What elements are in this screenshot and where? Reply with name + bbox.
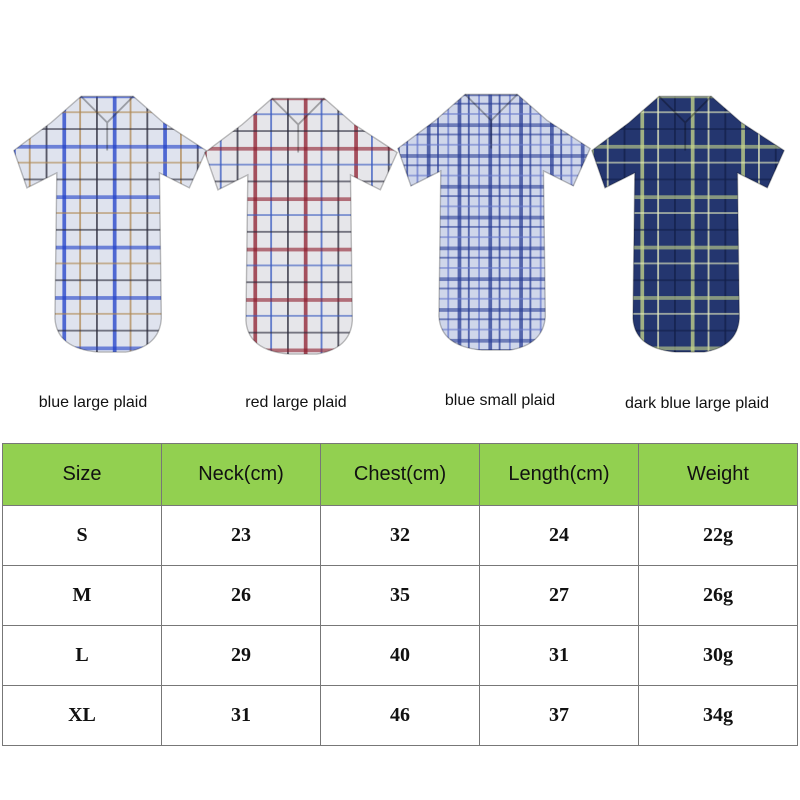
cell-weight: 26g xyxy=(639,566,798,626)
cell-weight: 30g xyxy=(639,626,798,686)
cell-neck: 29 xyxy=(162,626,321,686)
cell-weight: 34g xyxy=(639,686,798,746)
cell-size: S xyxy=(3,506,162,566)
cell-size: M xyxy=(3,566,162,626)
cell-chest: 46 xyxy=(321,686,480,746)
caption-blue-small-plaid: blue small plaid xyxy=(444,392,556,409)
header-neck: Neck(cm) xyxy=(162,444,321,506)
cell-length: 27 xyxy=(480,566,639,626)
table-row xyxy=(3,686,798,746)
table-row xyxy=(3,626,798,686)
shirt-image-red-large-plaid xyxy=(203,87,399,372)
cell-neck: 26 xyxy=(162,566,321,626)
cell-neck: 31 xyxy=(162,686,321,746)
header-chest: Chest(cm) xyxy=(321,444,480,506)
shirt-image-blue-large-plaid xyxy=(12,85,208,370)
caption-red-large-plaid: red large plaid xyxy=(245,394,347,411)
header-size: Size xyxy=(3,444,162,506)
cell-size: L xyxy=(3,626,162,686)
cell-weight: 22g xyxy=(639,506,798,566)
cell-length: 37 xyxy=(480,686,639,746)
cell-length: 24 xyxy=(480,506,639,566)
table-header-row xyxy=(3,444,798,506)
caption-dark-blue-large-plaid: dark blue large plaid xyxy=(624,395,770,412)
cell-chest: 32 xyxy=(321,506,480,566)
cell-length: 31 xyxy=(480,626,639,686)
shirt-image-dark-blue-large-plaid xyxy=(590,85,786,370)
cell-size: XL xyxy=(3,686,162,746)
shirt-image-blue-small-plaid xyxy=(396,83,592,368)
header-length: Length(cm) xyxy=(480,444,639,506)
header-weight: Weight xyxy=(639,444,798,506)
cell-neck: 23 xyxy=(162,506,321,566)
table-row xyxy=(3,506,798,566)
caption-blue-large-plaid: blue large plaid xyxy=(38,394,148,411)
table-row xyxy=(3,566,798,626)
size-chart-table xyxy=(2,443,798,746)
cell-chest: 35 xyxy=(321,566,480,626)
cell-chest: 40 xyxy=(321,626,480,686)
